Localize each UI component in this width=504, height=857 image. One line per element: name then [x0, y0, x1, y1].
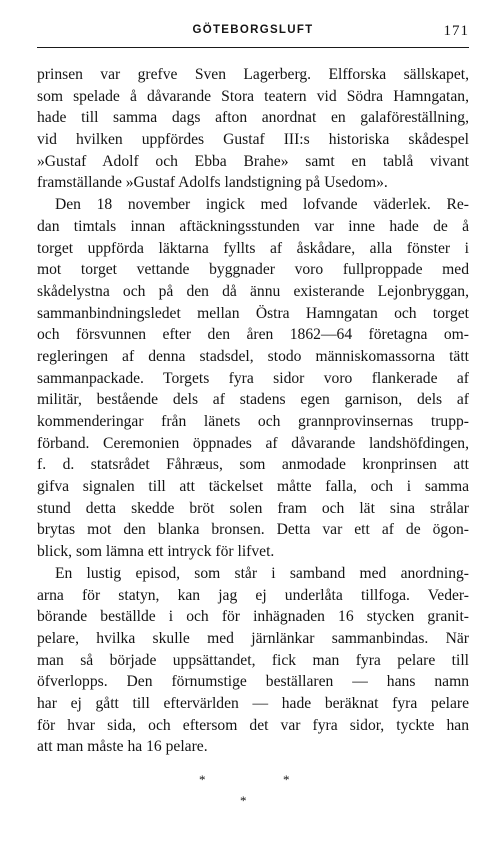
- text-line: förband. Ceremonien öppnades af dåvarande landshöfdingen,: [37, 434, 469, 452]
- text-line: brytas mot den blanka bronsen. Detta var ett af de ögon-: [37, 521, 469, 539]
- asterisk-left-icon: *: [199, 772, 206, 787]
- text-line: pelare, hvilka skulle med järnlänkar sammanbindas. När: [37, 629, 469, 647]
- text-line: man så började uppsättandet, fick man fyra pelare till: [37, 651, 469, 669]
- text-line: har ej gått till eftervärlden — hade beräknat fyra pelare: [37, 694, 469, 712]
- text-line: mot torget vettande byggnader voro fullproppade med: [37, 261, 469, 279]
- asterisk-bottom-icon: *: [240, 793, 247, 808]
- text-line: som spelade å dåvarande Stora teatern vid Södra Hamngatan,: [37, 87, 469, 105]
- text-line: öfverlopps. Den förnumstige beställaren — hans namn: [37, 673, 469, 691]
- text-line: och försvunnen efter den åren 1862—64 företagna om-: [37, 326, 469, 344]
- body-text: [37, 64, 469, 758]
- asterisk-right-icon: *: [283, 772, 290, 787]
- asterism: [0, 772, 504, 812]
- text-line: gifva signalen till att täckelset måtte falla, och i samma: [37, 478, 469, 496]
- text-line: skådelystna och på den då ännu existerande Lejonbryggan,: [37, 282, 469, 300]
- text-line: för hvar sida, och eftersom det var fyra sidor, tyckte han: [37, 716, 469, 734]
- text-line: Den 18 november ingick med lofvande väderlek. Re-: [55, 196, 469, 214]
- text-line: regleringen af denna stadsdel, stodo människomassorna tätt: [37, 347, 469, 365]
- text-line: kommenderingar från länets och grannprovinsernas trupp-: [37, 413, 469, 430]
- text-line: blick, som lämna ett intryck för lifvet.: [37, 543, 275, 561]
- text-line: militär, bestående dels af stadens egen garnison, dels af: [37, 391, 469, 409]
- running-head: [37, 24, 469, 44]
- text-line: sammanpackade. Torgets fyra sidor voro flankerade af: [37, 369, 469, 387]
- text-line: börande beställde i och för inhägnaden 16 stycken granit-: [37, 608, 469, 626]
- text-line: »Gustaf Adolf och Ebba Brahe» samt en tablå vivant: [37, 152, 469, 170]
- text-line: prinsen var grefve Sven Lagerberg. Elfforska sällskapet,: [37, 66, 469, 83]
- text-line: En lustig episod, som står i samband med anordning-: [55, 564, 469, 582]
- text-line: stund detta skedde bröt solen fram och lät sina strålar: [37, 499, 469, 517]
- text-line: torget uppförda läktarna fyllts af åskådare, alla fönster i: [37, 239, 469, 257]
- running-title: GÖTEBORGSLUFT: [192, 24, 314, 36]
- text-line: dan timtals innan aftäckningsstunden var inne hade de å: [37, 217, 469, 235]
- text-line: framställande »Gustaf Adolfs landstigning på Usedom».: [37, 174, 388, 192]
- text-line: f. d. statsrådet Fåhræus, som anmodade kronprinsen att: [37, 456, 469, 474]
- page-number: 171: [443, 23, 469, 39]
- text-line: sammanbindningsledet mellan Östra Hamngatan och torget: [37, 304, 469, 322]
- text-line: arna för statyn, kan jag ej underlåta tillfoga. Veder-: [37, 586, 469, 604]
- text-line: att man måste ha 16 pelare.: [37, 738, 208, 756]
- header-rule: [37, 47, 469, 48]
- text-line: vid hvilken uppfördes Gustaf III:s historiska skådespel: [37, 131, 469, 149]
- text-line: hade till samma dags afton anordnat en galaföreställning,: [37, 109, 469, 127]
